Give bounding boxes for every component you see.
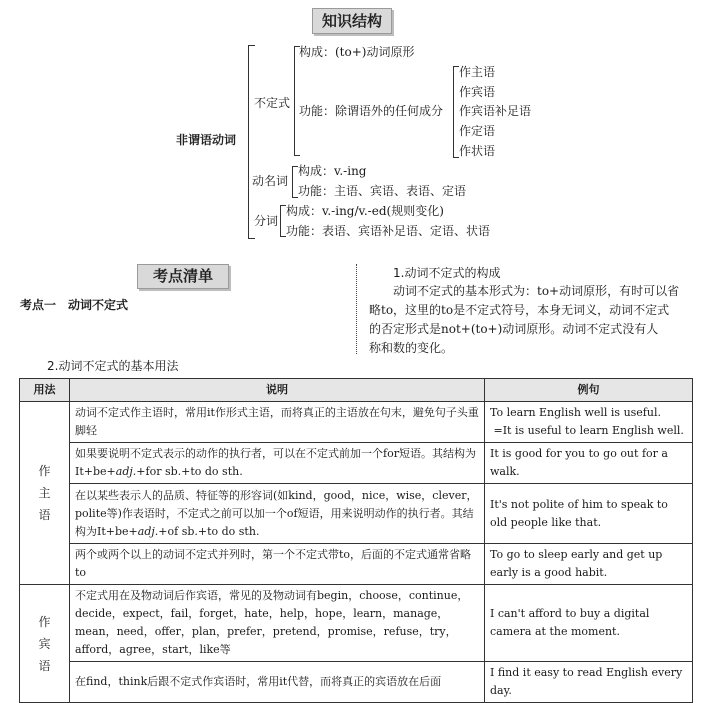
row-example: I can't afford to buy a digital camera at the moment. — [485, 585, 693, 662]
dotted-divider — [356, 264, 357, 354]
group-label-object: 作 宾 语 — [20, 585, 70, 703]
header-usage: 用法 — [20, 379, 70, 402]
row-example: To go to sleep early and get up early is a good habit. — [485, 544, 693, 585]
point1-heading: 1.动词不定式的构成 — [393, 266, 501, 280]
section-banner-checklist — [137, 264, 229, 289]
tree-gerund-form: 构成：v.-ing — [298, 164, 367, 178]
point1-paragraph — [369, 282, 694, 358]
brace-root — [248, 45, 255, 239]
group-label-subject: 作 主 语 — [20, 402, 70, 585]
row-example: It is good for you to go out for a walk. — [485, 443, 693, 484]
section-banner-knowledge — [312, 8, 392, 34]
row-example: I find it easy to read English every day. — [485, 662, 693, 703]
tree-participle-label: 分词 — [254, 214, 279, 228]
tree-root: 非谓语动词 — [176, 133, 237, 147]
row-desc: 在以某些表示人的品质、特征等的形容词(如kind，good，nice，wise，clever，polite等)作表语时，不定式之前可以加一个of短语，用来说明动作的执行者。其结构为It+be+adj.+of sb.+to do sth. — [70, 484, 485, 544]
role-subject: 作主语 — [459, 65, 496, 79]
role-adverbial: 作状语 — [459, 144, 496, 158]
table-row — [20, 662, 693, 703]
row-desc: 不定式用在及物动词后作宾语，常见的及物动词有begin，choose，continue，decide，expect，fail，forget，hate，help，hope，learn，manage，mean，need，offer，plan，prefer，pretend，promise，refuse，try，afford，agree，start，like等 — [70, 585, 485, 662]
row-desc: 在find，think后跟不定式作宾语时，常用it代替，而将真正的宾语放在后面 — [70, 662, 485, 703]
tree-participle-function: 功能：表语、宾语补足语、定语、状语 — [286, 224, 491, 238]
kaodian-title: 考点一 动词不定式 — [20, 298, 129, 312]
section-title: 考点清单 — [152, 267, 213, 285]
row-example: It's not polite of him to speak to old people like that. — [485, 484, 693, 544]
point1-line: 的否定形式是not+(to+)动词原形。动词不定式没有人 — [369, 322, 659, 336]
point1-line: 动词不定式的基本形式为：to+动词原形，有时可以省 — [393, 284, 680, 298]
table-row — [20, 443, 693, 484]
table-row — [20, 484, 693, 544]
header-explanation: 说明 — [70, 379, 485, 402]
point1-line: 略to，这里的to是不定式符号，本身无词义，动词不定式 — [369, 303, 670, 317]
point1-line: 称和数的变化。 — [369, 341, 454, 355]
tree-infinitive-label: 不定式 — [254, 96, 291, 110]
brace-infinitive — [294, 46, 300, 156]
role-attribute: 作定语 — [459, 124, 496, 138]
row-desc: 两个或两个以上的动词不定式并列时，第一个不定式带to，后面的不定式通常省略to — [70, 544, 485, 585]
tree-gerund-label: 动名词 — [252, 174, 289, 188]
row-desc: 如果要说明不定式表示的动作的执行者，可以在不定式前加一个for短语。其结构为It+be+adj.+for sb.+to do sth. — [70, 443, 485, 484]
tree-gerund-function: 功能：主语、宾语、表语、定语 — [298, 184, 467, 198]
table-row — [20, 544, 693, 585]
table-row — [20, 585, 693, 662]
point2-heading: 2.动词不定式的基本用法 — [47, 359, 179, 373]
table-header-row — [20, 379, 693, 402]
tree-participle-form: 构成：v.-ing/v.-ed(规则变化) — [286, 204, 444, 218]
tree-infinitive-form: 构成：(to+)动词原形 — [299, 45, 415, 59]
role-object-complement: 作宾语补足语 — [459, 104, 532, 118]
usage-table — [19, 378, 693, 703]
table-row — [20, 402, 693, 443]
section-title: 知识结构 — [321, 12, 382, 30]
row-desc: 动词不定式作主语时，常用it作形式主语，而将真正的主语放在句末，避免句子头重脚轻 — [70, 402, 485, 443]
row-example: To learn English well is useful. =It is useful to learn English well. — [485, 402, 693, 443]
role-object: 作宾语 — [459, 85, 496, 99]
header-example: 例句 — [485, 379, 693, 402]
tree-infinitive-function: 功能：除谓语外的任何成分 — [299, 104, 444, 118]
